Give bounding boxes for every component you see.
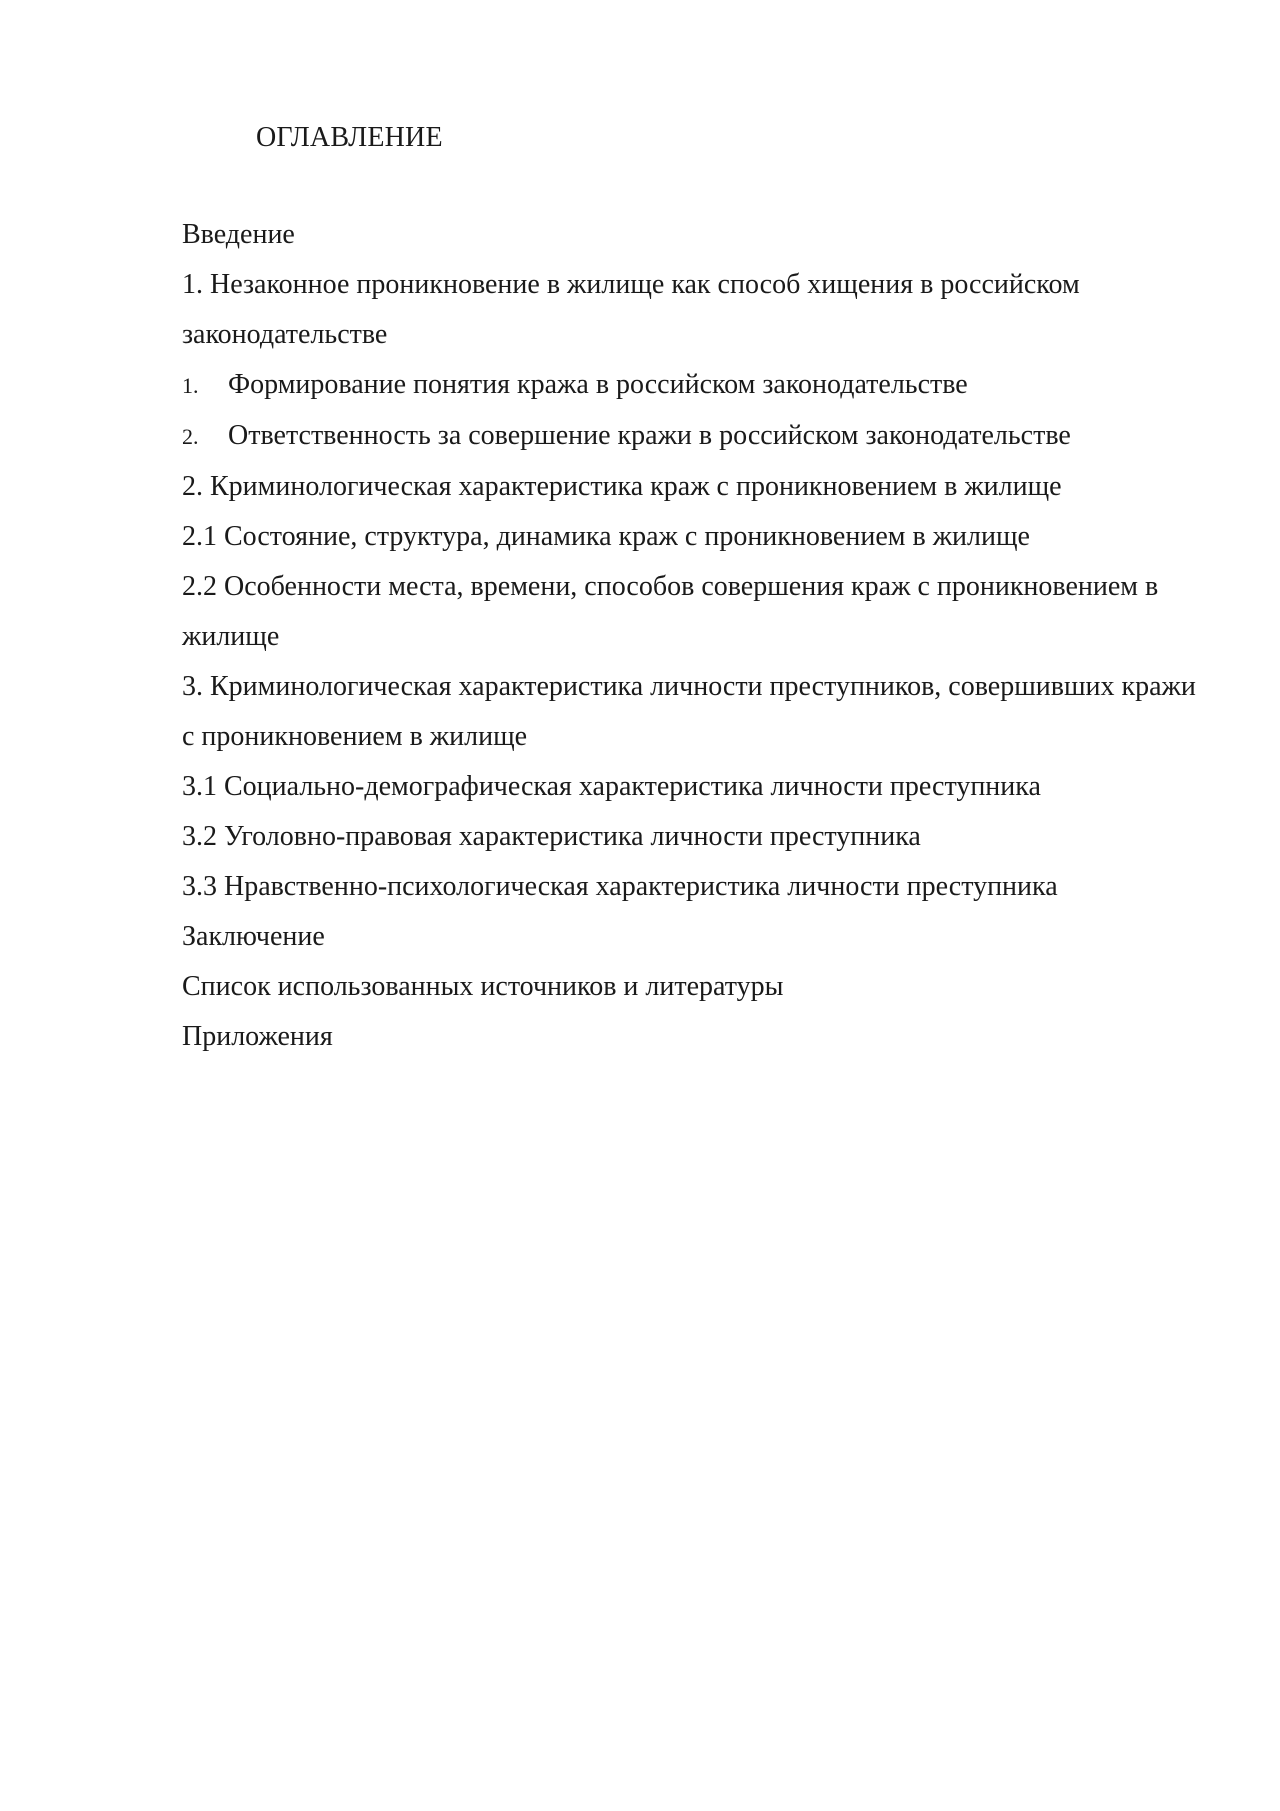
toc-entry-label: Формирование понятия кража в российском законодательстве (228, 369, 968, 400)
toc-entry-section-3-2: 3.2 Уголовно-правовая характеристика личности преступника (182, 821, 921, 852)
toc-entry-conclusion: Заключение (182, 921, 325, 952)
toc-entry-section-2-1: 2.1 Состояние, структура, динамика краж с проникновением в жилище (182, 521, 1030, 552)
toc-entry-section-1-1 (182, 360, 1202, 411)
table-of-contents (182, 210, 1202, 1062)
toc-entry-references: Список использованных источников и литературы (182, 971, 784, 1002)
toc-entry-chapter-1: 1. Незаконное проникновение в жилище как способ хищения в российском законодательстве (182, 269, 1080, 350)
toc-entry-section-3-1: 3.1 Социально-демографическая характеристика личности преступника (182, 771, 1041, 802)
list-number: 2. (182, 424, 199, 449)
toc-entry-chapter-3: 3. Криминологическая характеристика личности преступников, совершивших кражи с проникновением в жилище (182, 671, 1196, 752)
toc-entry-chapter-2: 2. Криминологическая характеристика краж с проникновением в жилище (182, 471, 1062, 502)
list-number: 1. (182, 373, 199, 398)
toc-entry-introduction: Введение (182, 219, 295, 250)
toc-entry-label: Ответственность за совершение кражи в российском законодательстве (228, 420, 1071, 451)
toc-entry-section-1-2 (182, 411, 1202, 462)
toc-entry-appendices: Приложения (182, 1021, 333, 1052)
toc-entry-section-2-2: 2.2 Особенности места, времени, способов совершения краж с проникновением в жилище (182, 571, 1159, 652)
toc-entry-section-3-3: 3.3 Нравственно-психологическая характеристика личности преступника (182, 871, 1058, 902)
page-title: ОГЛАВЛЕНИЕ (256, 122, 443, 153)
